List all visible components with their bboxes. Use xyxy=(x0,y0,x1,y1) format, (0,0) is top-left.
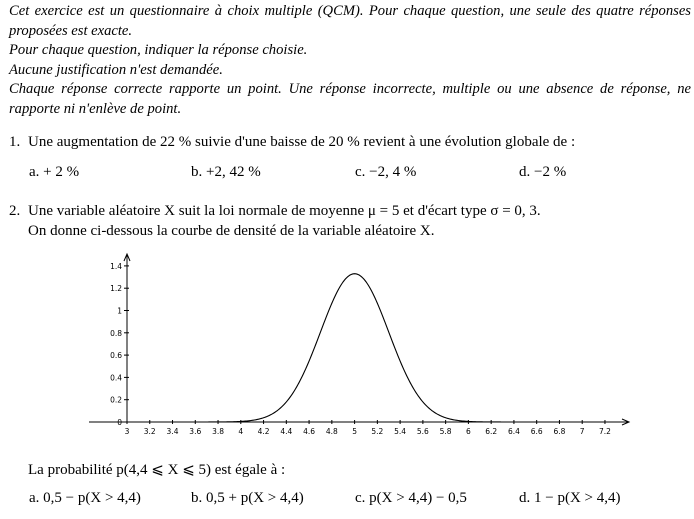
question-2-line1: Une variable aléatoire X suit la loi normale de moyenne μ = 5 et d'écart type σ = 0, 3. xyxy=(28,203,541,219)
question-2 xyxy=(9,203,541,220)
x-tick-label: 3.2 xyxy=(143,427,156,436)
x-tick-label: 4.4 xyxy=(280,427,293,436)
instructions xyxy=(9,2,691,119)
x-tick-label: 5 xyxy=(352,427,357,436)
q1-answer-a[interactable]: a. + 2 % xyxy=(29,164,80,180)
x-tick-label: 3 xyxy=(124,427,130,436)
y-tick-label: 0.8 xyxy=(110,328,122,338)
instructions-p2: Pour chaque question, indiquer la réponse choisie. xyxy=(9,42,308,58)
y-tick-label: 0.4 xyxy=(110,373,122,383)
q1-answer-c[interactable]: c. −2, 4 % xyxy=(355,164,417,180)
x-tick-label: 3.8 xyxy=(212,427,225,436)
x-tick-label: 4.8 xyxy=(325,427,338,436)
y-tick-label: 0 xyxy=(117,418,122,427)
x-tick-label: 5.2 xyxy=(371,427,384,436)
q2-answer-c[interactable]: c. p(X > 4,4) − 0,5 xyxy=(355,490,467,506)
x-tick-label: 5.4 xyxy=(394,427,407,436)
x-tick-label: 7 xyxy=(579,427,585,436)
q2-answer-a[interactable]: a. 0,5 − p(X > 4,4) xyxy=(29,490,141,506)
x-tick-label: 3.4 xyxy=(166,427,179,436)
x-tick-label: 4.6 xyxy=(303,427,316,436)
y-tick-label: 1.2 xyxy=(110,284,122,294)
x-tick-label: 6.6 xyxy=(530,427,543,436)
x-tick-label: 3.6 xyxy=(189,427,202,436)
instructions-p3: Aucune justification n'est demandée. xyxy=(9,61,223,78)
question-1 xyxy=(9,134,575,151)
q1-answer-b[interactable]: b. +2, 42 % xyxy=(191,164,261,180)
instructions-p1: Cet exercice est un questionnaire à choix multiple (QCM). Pour chaque question, une seule des quatre réponses proposées est exacte. xyxy=(9,3,691,39)
instructions-p4: Chaque réponse correcte rapporte un point. Une réponse incorrecte, multiple ou une absence de réponse, ne rapporte ni n'enlève de point. xyxy=(9,81,691,117)
x-tick-label: 6.2 xyxy=(485,427,498,436)
question-1-text: Une augmentation de 22 % suivie d'une baisse de 20 % revient à une évolution globale de : xyxy=(28,134,576,150)
y-tick-label: 1.4 xyxy=(110,261,122,271)
x-tick-label: 7.2 xyxy=(598,427,611,436)
question-2-line2: On donne ci-dessous la courbe de densité de la variable aléatoire X. xyxy=(28,223,435,239)
y-tick-label: 0.6 xyxy=(110,351,122,361)
q2-answer-d[interactable]: d. 1 − p(X > 4,4) xyxy=(519,490,621,506)
x-tick-label: 6 xyxy=(466,427,471,436)
q1-answer-d[interactable]: d. −2 % xyxy=(519,164,567,180)
question-2-number: 2. xyxy=(9,203,21,219)
x-tick-label: 4 xyxy=(238,427,244,436)
x-tick-label: 5.8 xyxy=(439,427,452,436)
x-tick-label: 4.2 xyxy=(257,427,270,436)
question-2-prompt: La probabilité p(4,4 ⩽ X ⩽ 5) est égale à : xyxy=(28,462,286,478)
q2-answer-b[interactable]: b. 0,5 + p(X > 4,4) xyxy=(191,490,304,506)
x-tick-label: 6.4 xyxy=(507,427,520,436)
x-tick-label: 5.6 xyxy=(416,427,429,436)
y-tick-label: 0.2 xyxy=(110,395,122,405)
density-chart xyxy=(0,250,694,450)
question-1-number: 1. xyxy=(9,134,21,150)
density-curve xyxy=(127,274,616,422)
x-tick-label: 6.8 xyxy=(553,427,566,436)
y-tick-label: 1 xyxy=(117,306,122,316)
